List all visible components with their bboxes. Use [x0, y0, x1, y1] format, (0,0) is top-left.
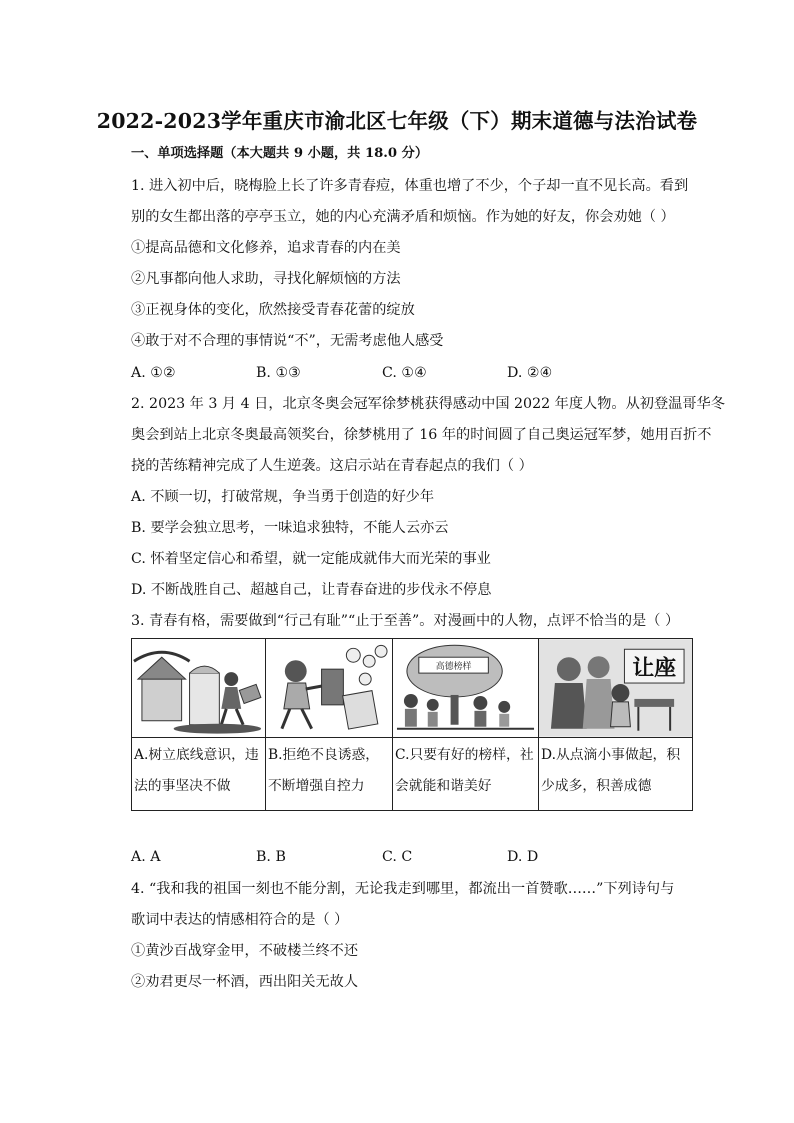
q4-stem-line-2: 歌词中表达的情感相符合的是（ ） — [131, 912, 349, 928]
cartoon-c-sign-text: 高德榜样 — [435, 662, 472, 673]
q2-option-d: D. 不断战胜自己、超越自己，让青春奋进的步伐永不停息 — [131, 582, 492, 598]
q4-stem-line-1: 4. “我和我的祖国一刻也不能分割，无论我走到哪里，都流出一首赞歌……”下列诗句与 — [131, 881, 675, 897]
cartoon-c-cell — [393, 639, 539, 738]
q1-option-d: D. ②④ — [507, 365, 553, 381]
cartoon-a-caption: A.树立底线意识，违法的事坚决不做 — [132, 738, 266, 811]
q2-option-b: B. 要学会独立思考，一味追求独特，不能人云亦云 — [131, 520, 449, 536]
cartoon-a-cell — [132, 639, 266, 738]
q2-option-c: C. 怀着坚定信心和希望，就一定能成就伟大而光荣的事业 — [131, 551, 491, 567]
q1-option-a: A. ①② — [131, 365, 176, 381]
q3-option-c: C. C — [382, 849, 413, 865]
q3-option-d: D. D — [507, 849, 539, 865]
q4-item-1: ①黄沙百战穿金甲，不破楼兰终不还 — [131, 943, 359, 959]
q3-stem: 3. 青春有格，需要做到“行己有耻”“止于至善”。对漫画中的人物，点评不恰当的是（ ） — [131, 613, 680, 629]
cartoon-d-cell — [539, 639, 693, 738]
q1-item-3: ③正视身体的变化，欣然接受青春花蕾的绽放 — [131, 302, 415, 318]
q2-stem-line-2: 奥会到站上北京冬奥最高领奖台，徐梦桃用了 16 年的时间圆了自己奥运冠军梦，她用百折不 — [131, 427, 712, 443]
cartoon-d-illustration — [539, 639, 692, 737]
cartoon-b-illustration — [266, 639, 392, 737]
q1-stem-line-2: 别的女生都出落的亭亭玉立，她的内心充满矛盾和烦恼。作为她的好友，你会劝她（ ） — [131, 209, 675, 225]
q1-stem-line-1: 1. 进入初中后，晓梅脸上长了许多青春痘，体重也增了不少，个子却一直不见长高。看到 — [131, 178, 689, 194]
q1-option-c: C. ①④ — [382, 365, 427, 381]
q1-option-b: B. ①③ — [256, 365, 301, 381]
cartoon-d-seat-text: 让座 — [632, 656, 677, 682]
cartoon-b-caption: B.拒绝不良诱惑，不断增强自控力 — [266, 738, 393, 811]
q3-option-b: B. B — [256, 849, 286, 865]
section-heading: 一、单项选择题（本大题共 9 小题，共 18.0 分） — [131, 146, 429, 161]
exam-title: 2022-2023学年重庆市渝北区七年级（下）期末道德与法治试卷 — [96, 109, 698, 133]
cartoon-table — [131, 638, 693, 811]
cartoon-b-cell — [266, 639, 393, 738]
q2-option-a: A. 不顾一切，打破常规，争当勇于创造的好少年 — [131, 489, 435, 505]
cartoon-d-caption: D.从点滴小事做起，积少成多，积善成德 — [539, 738, 693, 811]
cartoon-c-caption: C.只要有好的榜样，社会就能和谐美好 — [393, 738, 539, 811]
cartoon-c-illustration — [393, 639, 538, 737]
q4-item-2: ②劝君更尽一杯酒，西出阳关无故人 — [131, 974, 359, 990]
q2-stem-line-3: 挠的苦练精神完成了人生逆袭。这启示站在青春起点的我们（ ） — [131, 458, 533, 474]
q3-option-a: A. A — [131, 849, 161, 865]
cartoon-a-illustration — [132, 639, 265, 737]
q2-stem-line-1: 2. 2023 年 3 月 4 日，北京冬奥会冠军徐梦桃获得感动中国 2022 年度人物。从初登温哥华冬 — [131, 396, 725, 412]
q1-item-4: ④敢于对不合理的事情说“不”，无需考虑他人感受 — [131, 333, 444, 349]
q1-item-1: ①提高品德和文化修养，追求青春的内在美 — [131, 240, 401, 256]
q1-item-2: ②凡事都向他人求助，寻找化解烦恼的方法 — [131, 271, 401, 287]
